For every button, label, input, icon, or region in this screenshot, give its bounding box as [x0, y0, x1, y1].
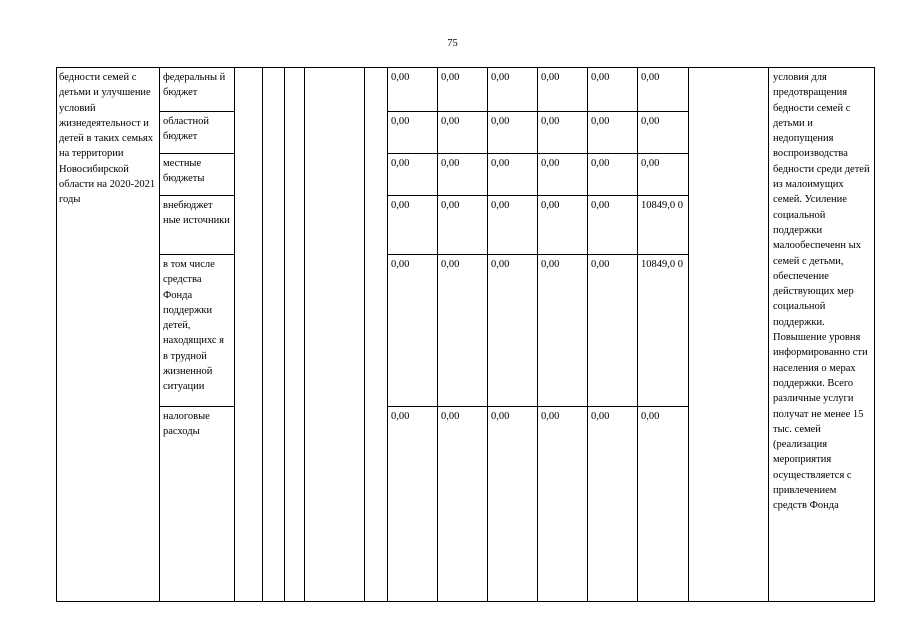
value-cell: 0,00 [488, 112, 538, 154]
value-cell: 0,00 [538, 112, 588, 154]
empty-cell [285, 68, 305, 602]
value-cell: 0,00 [588, 68, 638, 112]
value-cell: 0,00 [488, 196, 538, 255]
value-cell: 0,00 [488, 407, 538, 602]
value-cell: 0,00 [438, 154, 488, 196]
program-table [56, 67, 875, 602]
result-description-cell: условия для предотвращения бедности семей с детьми и недопущения воспроизводства бедности среди детей из малоимущих семей. Усиление социальной поддержки малообеспеченн ых семей с детьми, обеспечение действующих мер социальной поддержки. Повышение уровня информированно сти населения о мерах поддержки. Всего различные услуги получат не менее 15 тыс. семей (реализация мероприятия осуществляется с привлечением средств Фонда [769, 68, 875, 602]
page-number: 75 [447, 38, 458, 49]
value-cell: 0,00 [438, 112, 488, 154]
value-cell: 0,00 [388, 407, 438, 602]
value-cell: 0,00 [638, 68, 689, 112]
value-cell: 10849,0 0 [638, 196, 689, 255]
source-cell: федеральны й бюджет [160, 68, 235, 112]
empty-cell [689, 68, 769, 602]
value-cell: 0,00 [538, 154, 588, 196]
source-cell: областной бюджет [160, 112, 235, 154]
empty-cell [263, 68, 285, 602]
value-cell: 0,00 [538, 68, 588, 112]
value-cell: 0,00 [638, 407, 689, 602]
value-cell: 10849,0 0 [638, 255, 689, 407]
value-cell: 0,00 [388, 196, 438, 255]
value-cell: 0,00 [438, 255, 488, 407]
empty-cell [305, 68, 365, 602]
source-cell: внебюджет ные источники [160, 196, 235, 255]
value-cell: 0,00 [588, 154, 638, 196]
value-cell: 0,00 [488, 68, 538, 112]
value-cell: 0,00 [538, 407, 588, 602]
value-cell: 0,00 [588, 255, 638, 407]
value-cell: 0,00 [588, 196, 638, 255]
value-cell: 0,00 [588, 407, 638, 602]
source-cell: в том числе средства Фонда поддержки детей, находящихс я в трудной жизненной ситуации [160, 255, 235, 407]
value-cell: 0,00 [538, 196, 588, 255]
value-cell: 0,00 [438, 68, 488, 112]
empty-cell [235, 68, 263, 602]
value-cell: 0,00 [388, 154, 438, 196]
value-cell: 0,00 [438, 196, 488, 255]
source-cell: местные бюджеты [160, 154, 235, 196]
value-cell: 0,00 [488, 154, 538, 196]
value-cell: 0,00 [588, 112, 638, 154]
value-cell: 0,00 [638, 154, 689, 196]
value-cell: 0,00 [488, 255, 538, 407]
value-cell: 0,00 [538, 255, 588, 407]
value-cell: 0,00 [388, 255, 438, 407]
source-cell: налоговые расходы [160, 407, 235, 602]
value-cell: 0,00 [388, 68, 438, 112]
empty-cell [365, 68, 388, 602]
table-row [57, 68, 875, 112]
program-name-cell: бедности семей с детьми и улучшение условий жизнедеятельност и детей в таких семьях на территории Новосибирской области на 2020-2021 годы [57, 68, 160, 602]
value-cell: 0,00 [438, 407, 488, 602]
value-cell: 0,00 [638, 112, 689, 154]
value-cell: 0,00 [388, 112, 438, 154]
